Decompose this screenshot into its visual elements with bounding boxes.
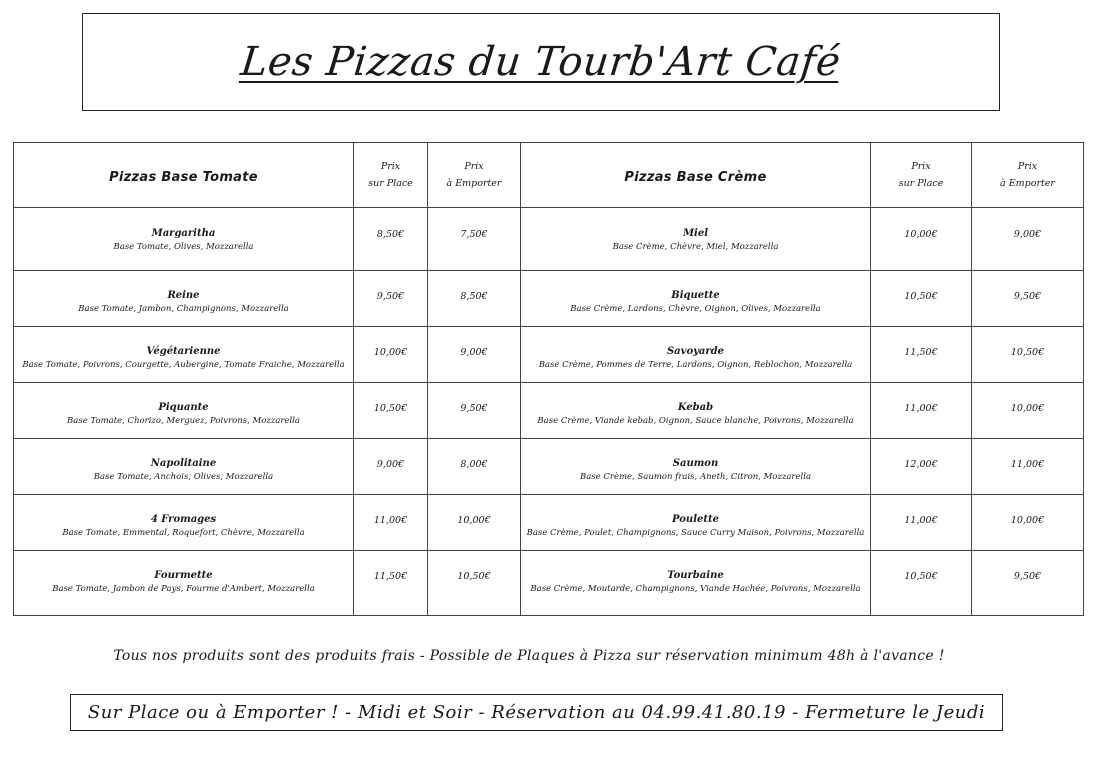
pizza-name: 4 Fromages xyxy=(150,514,217,525)
pizza-name: Kebab xyxy=(677,402,714,413)
price-sur-place: 11,50€ xyxy=(904,347,938,358)
price-a-emporter: 9,50€ xyxy=(460,403,488,414)
price-sur-place: 10,00€ xyxy=(904,229,938,240)
price-a-emporter: 10,50€ xyxy=(457,571,491,582)
price-sur-place: 11,00€ xyxy=(904,403,938,414)
pizza-ingredients: Base Crème, Saumon frais, Aneth, Citron, Mozzarella xyxy=(579,472,812,482)
price-cell xyxy=(871,383,972,439)
header-price-sublabel: à Emporter xyxy=(446,178,502,189)
tomato-pizza-cell xyxy=(14,383,354,439)
tomato-pizza-cell xyxy=(14,208,354,271)
header-cream-label: Pizzas Base Crème xyxy=(624,169,767,185)
price-sur-place: 9,00€ xyxy=(376,459,405,470)
price-cell xyxy=(354,439,428,495)
tomato-pizza-cell xyxy=(14,495,354,551)
pizza-ingredients: Base Tomate, Jambon, Champignons, Mozzarella xyxy=(78,304,289,314)
pizza-ingredients: Base Crème, Lardons, Chèvre, Oignon, Olives, Mozzarella xyxy=(570,304,821,314)
header-price-label: Prix xyxy=(911,161,931,172)
price-cell xyxy=(871,271,972,327)
price-cell xyxy=(354,327,428,383)
price-cell xyxy=(972,208,1084,271)
table-row xyxy=(14,439,1084,495)
price-cell xyxy=(972,495,1084,551)
header-price-label: Prix xyxy=(1017,161,1038,172)
price-cell xyxy=(871,208,972,271)
price-cell xyxy=(428,271,521,327)
price-cell xyxy=(354,208,428,271)
header-tomato xyxy=(14,143,354,208)
pizza-name: Poulette xyxy=(672,514,719,525)
footer-info: Sur Place ou à Emporter ! - Midi et Soir - Réservation au 04.99.41.80.19 - Fermeture le Jeudi xyxy=(87,702,986,723)
cream-pizza-cell xyxy=(521,495,871,551)
price-cell xyxy=(354,271,428,327)
pizza-ingredients: Base Tomate, Chorizo, Merguez, Poivrons, Mozzarella xyxy=(67,416,300,426)
price-sur-place: 11,00€ xyxy=(904,515,938,526)
menu-title: Les Pizzas du Tourb'Art Café xyxy=(238,39,844,85)
pizza-ingredients: Base Crème, Pommes de Terre, Lardons, Oignon, Reblochon, Mozzarella xyxy=(538,360,853,370)
pizza-name: Végétarienne xyxy=(146,346,221,357)
price-a-emporter: 10,00€ xyxy=(457,515,491,526)
header-price-sublabel: sur Place xyxy=(898,178,944,189)
table-row xyxy=(14,327,1084,383)
pizza-ingredients: Base Crème, Viande kebab, Oignon, Sauce blanche, Poivrons, Mozzarella xyxy=(537,416,854,426)
table-header-row xyxy=(14,143,1084,208)
price-sur-place: 11,00€ xyxy=(373,515,408,526)
price-sur-place: 8,50€ xyxy=(376,229,405,240)
header-tomato-price-place xyxy=(354,143,428,208)
header-price-sublabel: sur Place xyxy=(368,178,413,189)
pizza-name: Fourmette xyxy=(154,570,213,581)
header-price-label: Prix xyxy=(380,161,401,172)
pizza-name: Tourbaine xyxy=(667,570,724,581)
pizza-name: Saumon xyxy=(672,458,719,469)
header-tomato-label: Pizzas Base Tomate xyxy=(109,169,258,185)
tomato-pizza-cell xyxy=(14,439,354,495)
price-cell xyxy=(428,383,521,439)
price-cell xyxy=(871,439,972,495)
table-row xyxy=(14,383,1084,439)
price-sur-place: 12,00€ xyxy=(904,459,938,470)
pizza-name: Biquette xyxy=(671,290,720,301)
cream-pizza-cell xyxy=(521,271,871,327)
price-sur-place: 11,50€ xyxy=(373,571,408,582)
pizza-ingredients: Base Tomate, Emmental, Roquefort, Chèvre, Mozzarella xyxy=(62,528,305,538)
pizza-ingredients: Base Tomate, Jambon de Pays, Fourme d'Ambert, Mozzarella xyxy=(52,584,315,594)
cream-pizza-cell xyxy=(521,439,871,495)
price-cell xyxy=(428,208,521,271)
cream-pizza-cell xyxy=(521,551,871,616)
pizza-name: Savoyarde xyxy=(666,346,725,357)
header-tomato-price-takeaway xyxy=(428,143,521,208)
price-sur-place: 10,50€ xyxy=(373,403,408,414)
pizza-ingredients: Base Tomate, Anchois, Olives, Mozzarella xyxy=(93,472,274,482)
price-a-emporter: 8,50€ xyxy=(460,291,488,302)
pizza-name: Napolitaine xyxy=(150,458,217,469)
price-cell xyxy=(428,439,521,495)
price-a-emporter: 10,50€ xyxy=(1010,347,1045,358)
price-cell xyxy=(972,383,1084,439)
price-a-emporter: 9,50€ xyxy=(1013,571,1042,582)
price-sur-place: 10,50€ xyxy=(904,571,938,582)
header-cream-price-place xyxy=(871,143,972,208)
price-cell xyxy=(972,327,1084,383)
price-a-emporter: 10,00€ xyxy=(1010,403,1045,414)
price-cell xyxy=(972,439,1084,495)
pizza-ingredients: Base Crème, Moutarde, Champignons, Viande Hachée, Poivrons, Mozzarella xyxy=(530,584,861,594)
price-a-emporter: 10,00€ xyxy=(1010,515,1045,526)
header-cream-price-takeaway xyxy=(972,143,1084,208)
price-cell xyxy=(354,383,428,439)
price-cell xyxy=(972,271,1084,327)
price-a-emporter: 9,00€ xyxy=(460,347,488,358)
header-cream xyxy=(521,143,871,208)
price-sur-place: 10,50€ xyxy=(904,291,938,302)
price-cell xyxy=(871,327,972,383)
pizza-ingredients: Base Crème, Chèvre, Miel, Mozzarella xyxy=(612,242,779,252)
price-sur-place: 9,50€ xyxy=(376,291,405,302)
header-price-label: Prix xyxy=(464,161,484,172)
title-box xyxy=(82,13,1000,111)
pizza-name: Reine xyxy=(167,290,200,301)
table-row xyxy=(14,551,1084,616)
price-a-emporter: 9,50€ xyxy=(1013,291,1042,302)
pizza-ingredients: Base Crème, Poulet, Champignons, Sauce Curry Maison, Poivrons, Mozzarella xyxy=(526,528,865,538)
price-cell xyxy=(354,551,428,616)
table-row xyxy=(14,495,1084,551)
footer-box xyxy=(70,694,1003,731)
table-row xyxy=(14,208,1084,271)
price-cell xyxy=(972,551,1084,616)
tomato-pizza-cell xyxy=(14,551,354,616)
pizza-ingredients: Base Tomate, Olives, Mozzarella xyxy=(113,242,254,252)
pizza-name: Margaritha xyxy=(151,228,216,239)
price-cell xyxy=(428,495,521,551)
price-cell xyxy=(428,327,521,383)
price-cell xyxy=(871,495,972,551)
header-price-sublabel: à Emporter xyxy=(1000,178,1055,189)
tomato-pizza-cell xyxy=(14,271,354,327)
price-a-emporter: 8,00€ xyxy=(460,459,488,470)
price-cell xyxy=(871,551,972,616)
price-cell xyxy=(354,495,428,551)
price-a-emporter: 9,00€ xyxy=(1013,229,1042,240)
price-a-emporter: 11,00€ xyxy=(1010,459,1045,470)
cream-pizza-cell xyxy=(521,208,871,271)
pizza-name: Miel xyxy=(682,228,709,239)
table-row xyxy=(14,271,1084,327)
price-cell xyxy=(428,551,521,616)
price-sur-place: 10,00€ xyxy=(373,347,408,358)
tomato-pizza-cell xyxy=(14,327,354,383)
pizza-name: Piquante xyxy=(158,402,209,413)
cream-pizza-cell xyxy=(521,327,871,383)
cream-pizza-cell xyxy=(521,383,871,439)
pizza-ingredients: Base Tomate, Poivrons, Courgette, Aubergine, Tomate Fraiche, Mozzarella xyxy=(22,360,345,370)
fresh-products-note: Tous nos produits sont des produits frais - Possible de Plaques à Pizza sur réservation minimum 48h à l'avance ! xyxy=(113,648,945,664)
pizza-menu-table xyxy=(13,142,1084,616)
price-a-emporter: 7,50€ xyxy=(460,229,488,240)
